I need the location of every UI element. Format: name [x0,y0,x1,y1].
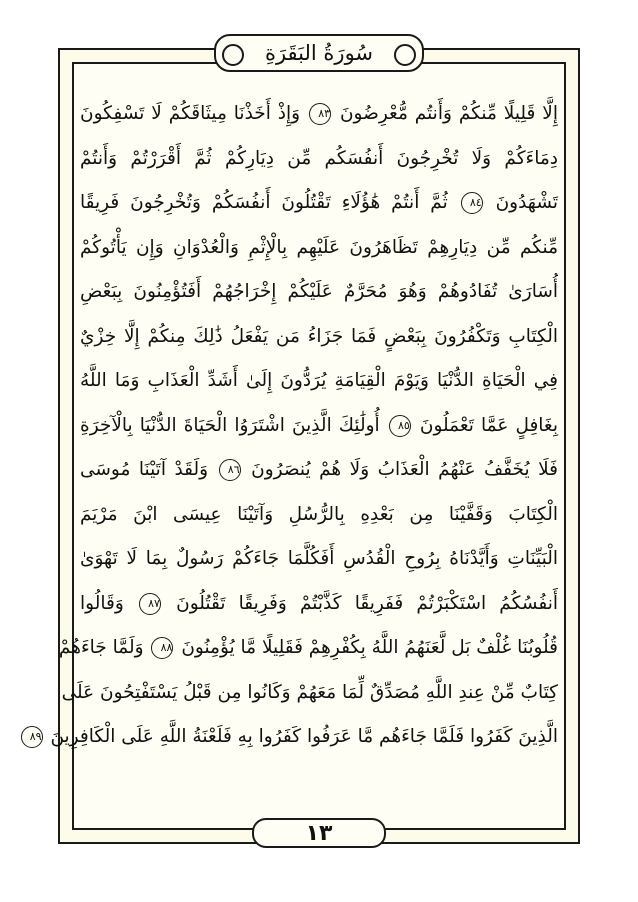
verse-text: مِّنكُم مِّن دِيَارِهِمْ تَظَاهَرُونَ عَلَيْهِم بِالْإِثْمِ وَالْعُدْوَانِ وَإِن يَأْتُوكُمْ [80,236,558,258]
ayah-number-marker: ٨٨ [151,637,173,659]
verse-text: ثُمَّ أَنتُمْ هَٰؤُلَاءِ تَقْتُلُونَ أَنفُسَكُمْ وَتُخْرِجُونَ فَرِيقًا [80,192,448,213]
verse-text: وَلَمَّا جَاءَهُمْ [58,637,144,658]
verse-text: تَشْهَدُونَ [495,192,558,213]
ayah-number-marker: ٨٣ [309,103,331,125]
verse-text: إِلَّا قَلِيلًا مِّنكُمْ وَأَنتُم مُّعْرِضُونَ [339,103,558,124]
ayah-number-marker: ٨٩ [21,726,43,748]
text-line [80,137,558,182]
verse-text: دِمَاءَكُمْ وَلَا تُخْرِجُونَ أَنفُسَكُم مِّن دِيَارِكُمْ ثُمَّ أَقْرَرْتُمْ وَأَنتُمْ [80,147,558,169]
page-number-cartouche [252,818,386,848]
quran-text-body [29,92,559,804]
verse-text: الَّذِينَ كَفَرُوا فَلَمَّا جَاءَهُم مَّا عَرَفُوا كَفَرُوا بِهِ فَلَعْنَةُ اللَّهِ عَلَى الْكَافِرِينَ [50,726,558,747]
verse-text: الْكِتَابِ وَتَكْفُرُونَ بِبَعْضٍ فَمَا جَزَاءُ مَن يَفْعَلُ ذَٰلِكَ مِنكُمْ إِلَّا خِزْيٌ [80,325,558,347]
verse-text: أُولَٰئِكَ الَّذِينَ اشْتَرَوُا الْحَيَاةَ الدُّنْيَا بِالْآخِرَةِ [80,414,380,436]
verse-text: فَلَا يُخَفَّفُ عَنْهُمُ الْعَذَابُ وَلَا هُمْ يُنصَرُونَ [251,459,559,480]
text-line [58,626,558,671]
text-line [80,359,558,404]
verse-text: الْكِتَابَ وَقَفَّيْنَا مِن بَعْدِهِ بِالرُّسُلِ وَآتَيْنَا عِيسَى ابْنَ مَرْيَمَ [80,503,558,525]
ayah-number-marker: ٨٦ [219,459,241,481]
ayah-number-marker: ٨٤ [461,192,483,214]
verse-text: أَنفُسُكُمُ اسْتَكْبَرْتُمْ فَفَرِيقًا كَذَّبْتُمْ وَفَرِيقًا تَقْتُلُونَ [176,592,558,614]
surah-header [214,34,424,72]
text-line [80,315,558,360]
verse-text: وَقَالُوا [80,592,124,614]
text-line [80,181,558,226]
text-line [80,404,558,449]
text-line [80,92,558,137]
page-number: ١٣ [305,820,333,846]
surah-title: سُورَةُ البَقَرَةِ [264,41,374,65]
text-line [80,582,558,627]
ayah-number-marker: ٨٥ [389,415,411,437]
text-line [61,671,558,716]
verse-text: أُسَارَىٰ تُفَادُوهُمْ وَهُوَ مُحَرَّمٌ عَلَيْكُمْ إِخْرَاجُهُمْ أَفَتُؤْمِنُونَ بِبَعْضِ [80,281,558,302]
text-line [80,226,558,271]
text-line [80,448,558,493]
verse-text: وَلَقَدْ آتَيْنَا مُوسَى [80,459,209,480]
text-line [29,715,558,760]
ayah-number-marker: ٨٧ [139,593,161,615]
text-line [80,537,558,582]
verse-text: بِغَافِلٍ عَمَّا تَعْمَلُونَ [419,414,559,436]
verse-text: قُلُوبُنَا غُلْفٌ بَل لَّعَنَهُمُ اللَّهُ بِكُفْرِهِمْ فَقَلِيلًا مَّا يُؤْمِنُونَ [181,637,558,658]
text-line [80,270,558,315]
verse-text: الْبَيِّنَاتِ وَأَيَّدْنَاهُ بِرُوحِ الْقُدُسِ أَفَكُلَّمَا جَاءَكُمْ رَسُولٌ بِمَا لَا تَهْوَىٰ [80,548,558,569]
verse-text: وَإِذْ أَخَذْنَا مِيثَاقَكُمْ لَا تَسْفِكُونَ [80,103,301,124]
verse-text: فِي الْحَيَاةِ الدُّنْيَا وَيَوْمَ الْقِيَامَةِ يُرَدُّونَ إِلَىٰ أَشَدِّ الْعَذَابِ وَمَا اللَّهُ [80,370,558,391]
verse-text: كِتَابٌ مِّنْ عِندِ اللَّهِ مُصَدِّقٌ لِّمَا مَعَهُمْ وَكَانُوا مِن قَبْلُ يَسْتَفْتِحُونَ عَلَى [61,681,558,703]
text-line [80,493,558,538]
